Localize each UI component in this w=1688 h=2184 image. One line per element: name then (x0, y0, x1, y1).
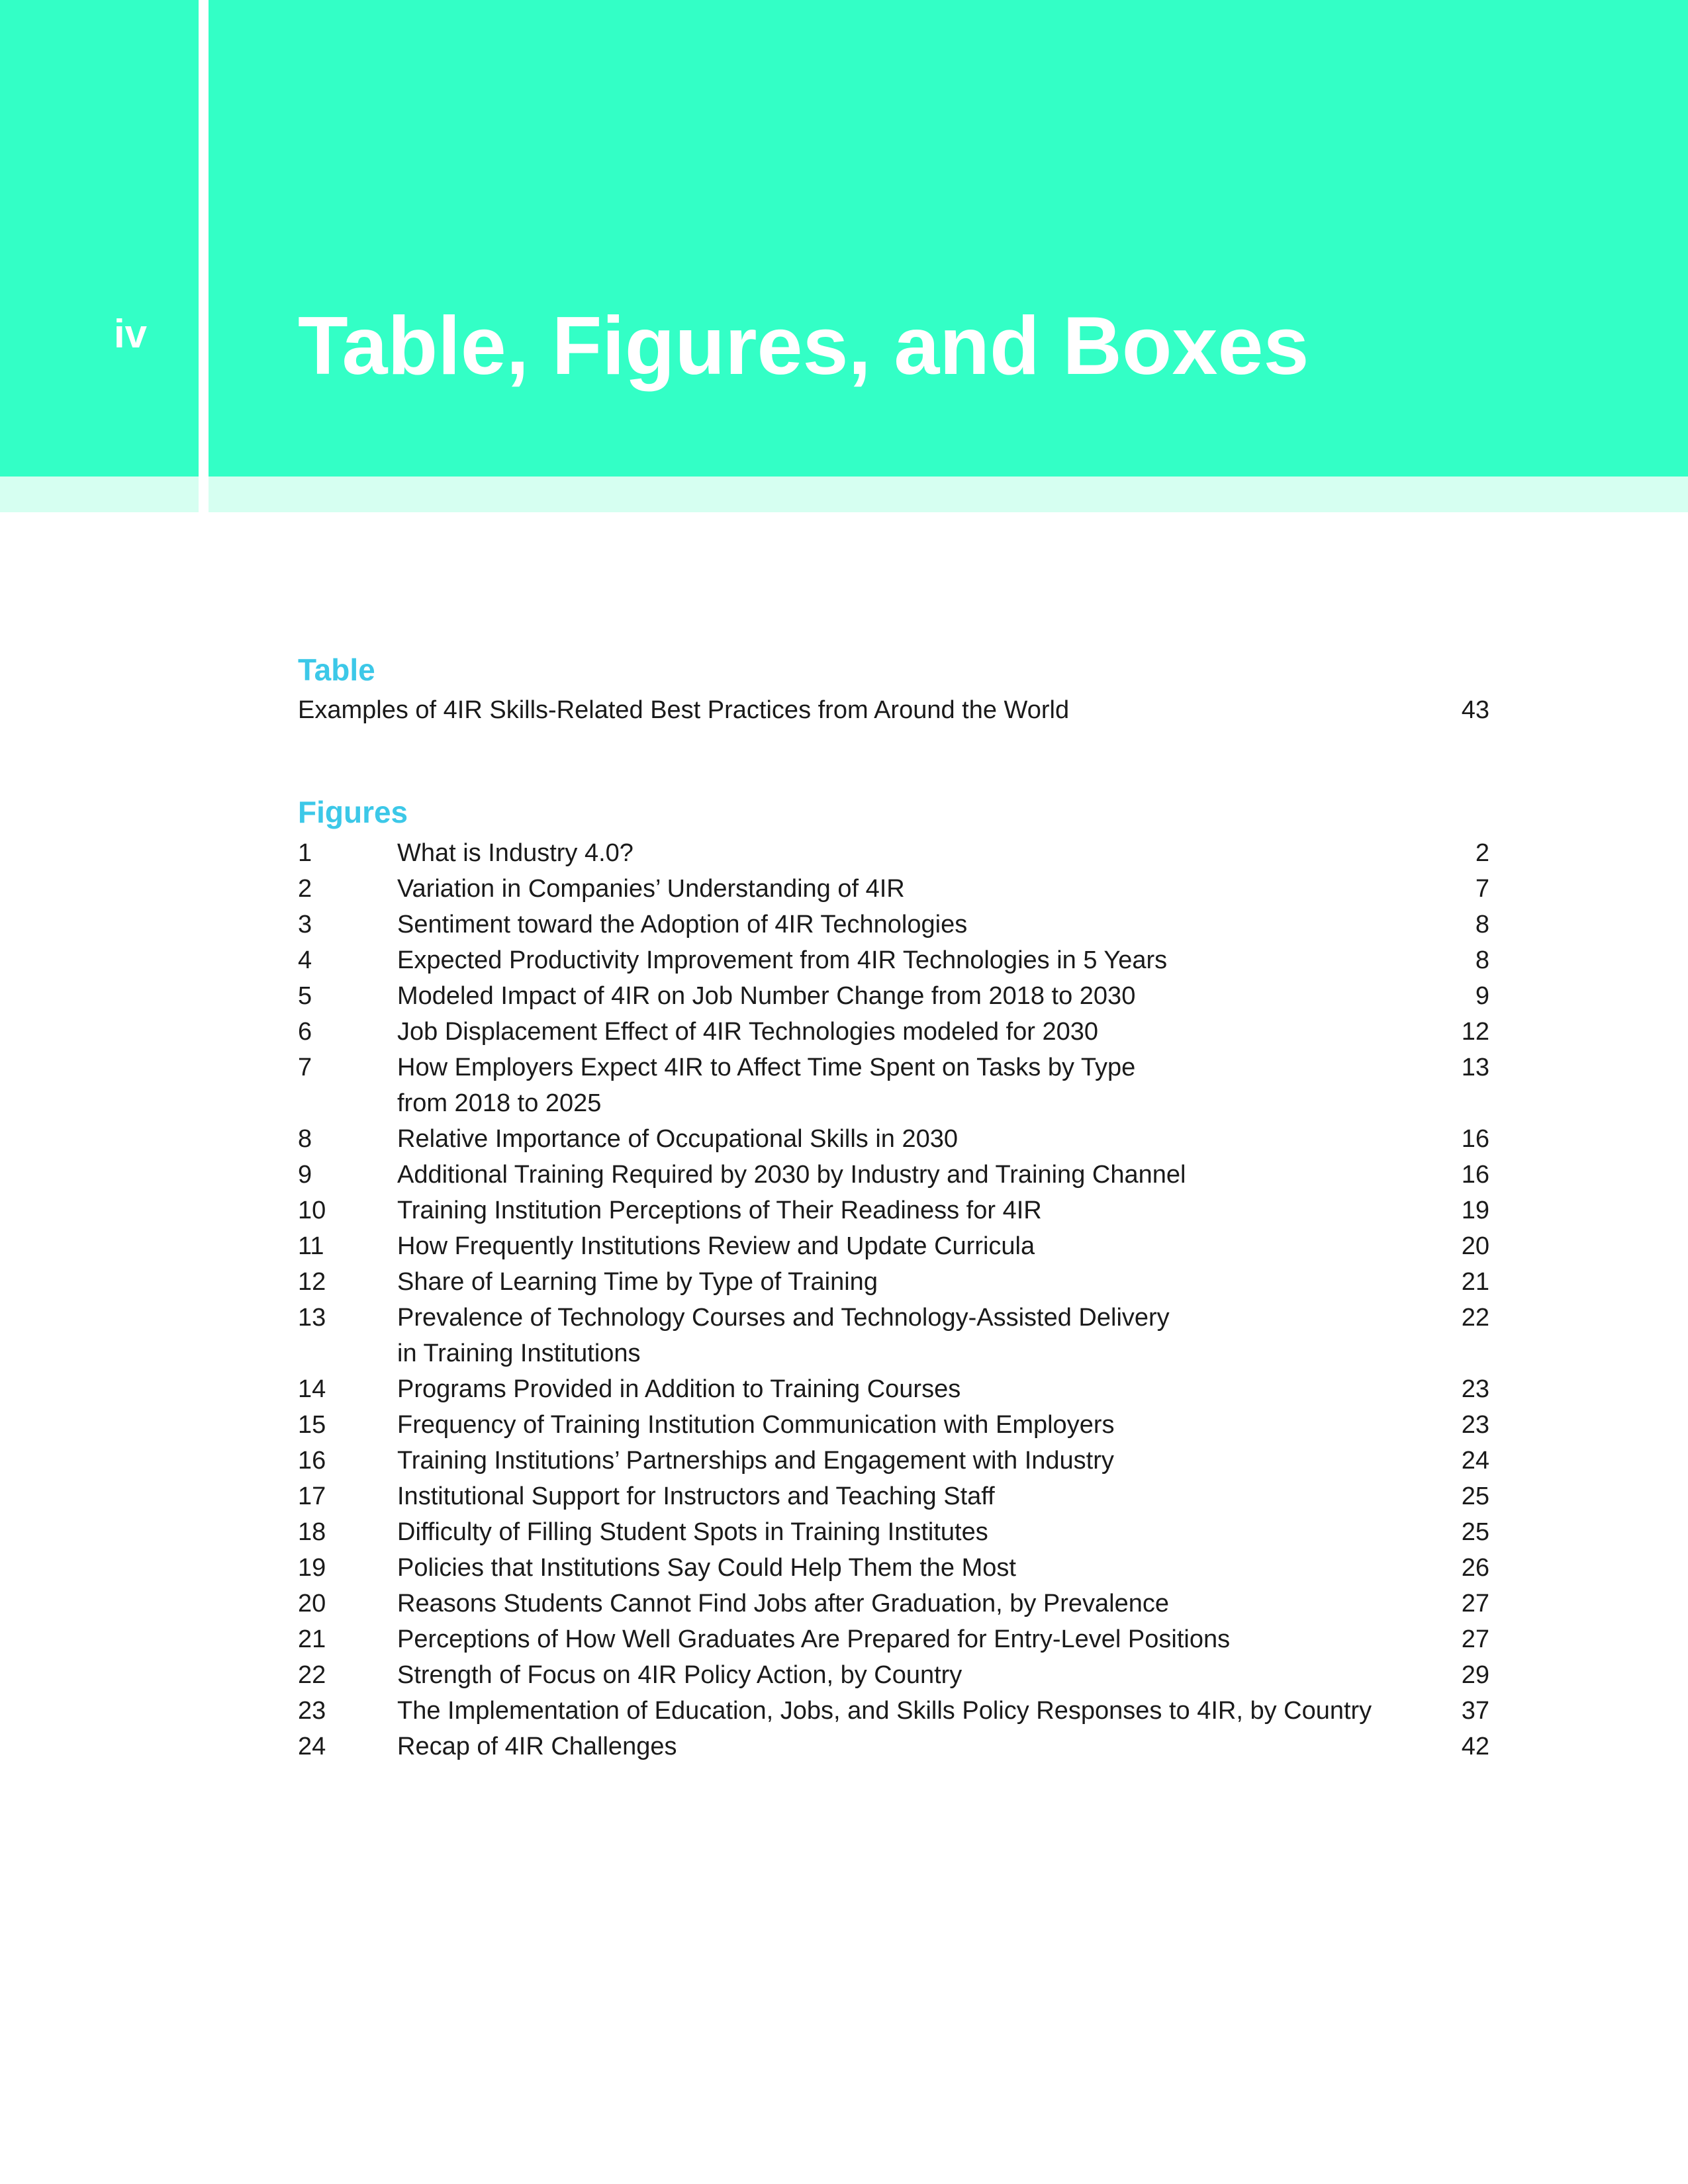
table-entry-title: Examples of 4IR Skills-Related Best Practices from Around the World (298, 696, 1070, 724)
figure-number: 17 (298, 1482, 326, 1510)
figure-title-line: How Frequently Institutions Review and Update Curricula (397, 1232, 1035, 1260)
figure-title (397, 1371, 1383, 1407)
header-band (209, 0, 1688, 477)
figure-number: 19 (298, 1554, 326, 1582)
figure-number: 23 (298, 1697, 326, 1725)
figure-page: 25 (1461, 1518, 1489, 1546)
figure-title (397, 835, 1383, 871)
table-heading: Table (298, 653, 375, 687)
figure-title-line: Training Institution Perceptions of Their Readiness for 4IR (397, 1197, 1042, 1224)
figure-title (397, 1514, 1383, 1550)
figure-page: 22 (1461, 1304, 1489, 1332)
figure-title (397, 1228, 1383, 1264)
figure-title-line: What is Industry 4.0? (397, 839, 633, 867)
figure-page: 9 (1475, 982, 1489, 1010)
figure-title (397, 1014, 1383, 1050)
figure-title (397, 1693, 1383, 1729)
page-number: iv (114, 312, 148, 356)
figure-page: 23 (1461, 1375, 1489, 1403)
figure-page: 24 (1461, 1447, 1489, 1475)
figure-page: 8 (1475, 946, 1489, 974)
figure-number: 18 (298, 1518, 326, 1546)
figure-page: 27 (1461, 1625, 1489, 1653)
figure-title (397, 1657, 1383, 1693)
figure-title-line: Policies that Institutions Say Could Help Them the Most (397, 1554, 1016, 1582)
figure-title (397, 1157, 1383, 1193)
figure-page: 26 (1461, 1554, 1489, 1582)
figure-number: 24 (298, 1733, 326, 1760)
figure-page: 2 (1475, 839, 1489, 867)
figure-title-line: Job Displacement Effect of 4IR Technologies modeled for 2030 (397, 1018, 1099, 1046)
figure-page: 27 (1461, 1590, 1489, 1617)
figure-title-line: Difficulty of Filling Student Spots in Training Institutes (397, 1518, 988, 1546)
figure-number: 22 (298, 1661, 326, 1689)
figure-title-line: Additional Training Required by 2030 by Industry and Training Channel (397, 1161, 1186, 1189)
figure-title (397, 907, 1383, 942)
table-entry-page: 43 (1461, 696, 1489, 724)
figure-page: 16 (1461, 1125, 1489, 1153)
figure-page: 16 (1461, 1161, 1489, 1189)
figure-number: 4 (298, 946, 312, 974)
figure-title (397, 1050, 1383, 1121)
figure-page: 23 (1461, 1411, 1489, 1439)
figure-title-line: Share of Learning Time by Type of Training (397, 1268, 878, 1296)
figure-number: 12 (298, 1268, 326, 1296)
figure-title-line: Prevalence of Technology Courses and Technology-Assisted Delivery (397, 1304, 1170, 1332)
figure-title-line: Institutional Support for Instructors and Teaching Staff (397, 1482, 995, 1510)
figure-number: 8 (298, 1125, 312, 1153)
figure-number: 13 (298, 1304, 326, 1332)
figure-number: 2 (298, 875, 312, 903)
figure-title (397, 1300, 1383, 1371)
figure-title (397, 1479, 1383, 1514)
page-title: Table, Figures, and Boxes (298, 300, 1309, 392)
figure-title-line: from 2018 to 2025 (397, 1089, 602, 1117)
figure-page: 19 (1461, 1197, 1489, 1224)
figure-number: 1 (298, 839, 312, 867)
figure-number: 3 (298, 911, 312, 938)
figure-number: 9 (298, 1161, 312, 1189)
figure-title-line: Programs Provided in Addition to Training Courses (397, 1375, 961, 1403)
figure-title-line: Expected Productivity Improvement from 4IR Technologies in 5 Years (397, 946, 1168, 974)
figure-title (397, 1550, 1383, 1586)
figure-page: 29 (1461, 1661, 1489, 1689)
figure-title (397, 871, 1383, 907)
figure-number: 6 (298, 1018, 312, 1046)
figure-page: 42 (1461, 1733, 1489, 1760)
figure-page: 7 (1475, 875, 1489, 903)
figure-title (397, 1193, 1383, 1228)
figure-title (397, 1407, 1383, 1443)
figure-title-line: How Employers Expect 4IR to Affect Time Spent on Tasks by Type (397, 1054, 1136, 1081)
figure-page: 25 (1461, 1482, 1489, 1510)
figure-number: 14 (298, 1375, 326, 1403)
figure-title (397, 942, 1383, 978)
figure-title (397, 1121, 1383, 1157)
figure-title-line: Recap of 4IR Challenges (397, 1733, 677, 1760)
figures-heading: Figures (298, 795, 408, 829)
figure-title-line: Modeled Impact of 4IR on Job Number Change from 2018 to 2030 (397, 982, 1136, 1010)
figure-title (397, 1264, 1383, 1300)
figure-title-line: Training Institutions’ Partnerships and Engagement with Industry (397, 1447, 1114, 1475)
figure-title-line: Sentiment toward the Adoption of 4IR Technologies (397, 911, 968, 938)
figure-title (397, 978, 1383, 1014)
figure-page: 12 (1461, 1018, 1489, 1046)
figure-page: 21 (1461, 1268, 1489, 1296)
figure-number: 21 (298, 1625, 326, 1653)
figure-title-line: Perceptions of How Well Graduates Are Prepared for Entry-Level Positions (397, 1625, 1231, 1653)
figure-title-line: Strength of Focus on 4IR Policy Action, by Country (397, 1661, 962, 1689)
figure-title (397, 1586, 1383, 1621)
figure-title-line: Variation in Companies’ Understanding of 4IR (397, 875, 905, 903)
figure-page: 20 (1461, 1232, 1489, 1260)
figure-number: 16 (298, 1447, 326, 1475)
figure-number: 7 (298, 1054, 312, 1081)
figure-title (397, 1621, 1383, 1657)
header-band-accent (209, 477, 1688, 512)
figure-title-line: in Training Institutions (397, 1340, 641, 1367)
figure-title-line: Frequency of Training Institution Communication with Employers (397, 1411, 1115, 1439)
figure-page: 37 (1461, 1697, 1489, 1725)
header-band-left (0, 0, 199, 477)
figure-number: 5 (298, 982, 312, 1010)
figure-title-line: Reasons Students Cannot Find Jobs after Graduation, by Prevalence (397, 1590, 1170, 1617)
header-band-left-accent (0, 477, 199, 512)
figure-page: 8 (1475, 911, 1489, 938)
figure-title (397, 1729, 1383, 1764)
figure-title (397, 1443, 1383, 1479)
figure-page: 13 (1461, 1054, 1489, 1081)
figure-number: 20 (298, 1590, 326, 1617)
figure-title-line: Relative Importance of Occupational Skills in 2030 (397, 1125, 959, 1153)
figure-number: 10 (298, 1197, 326, 1224)
figure-number: 11 (298, 1232, 324, 1260)
figure-title-line: The Implementation of Education, Jobs, and Skills Policy Responses to 4IR, by Country (397, 1697, 1372, 1725)
figure-number: 15 (298, 1411, 326, 1439)
